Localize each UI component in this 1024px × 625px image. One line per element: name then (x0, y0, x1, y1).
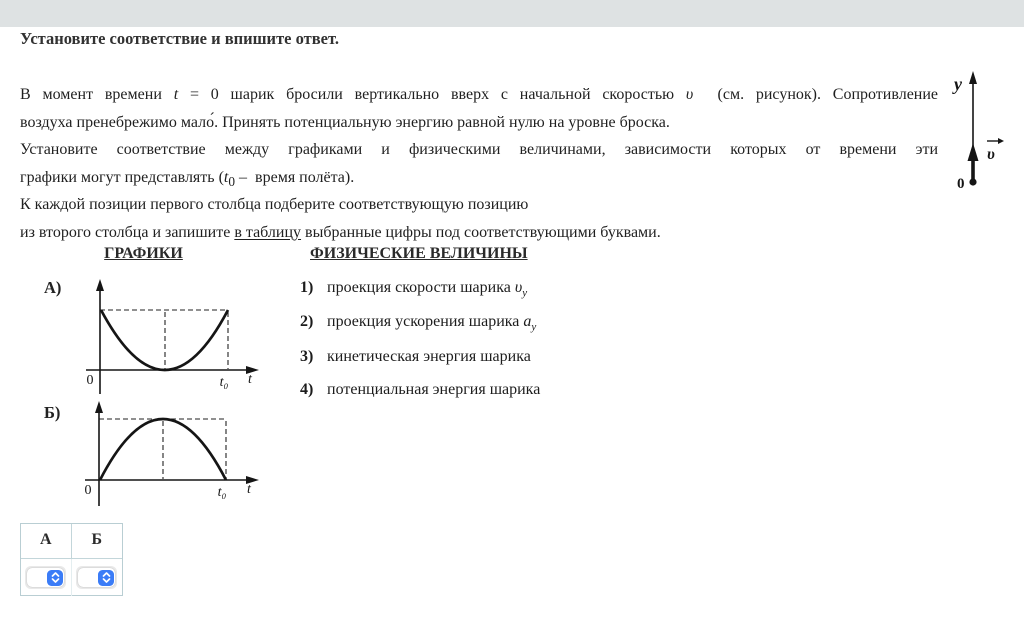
vector-label-arrow-icon (998, 138, 1004, 144)
problem-line-6: из второго столбца и запишите в таблицу выбранные цифры под соответствующими буквами. (20, 223, 661, 241)
graph-a-y-arrow-icon (96, 279, 104, 291)
graph-a-plot (50, 276, 265, 401)
problem-line-5: К каждой позиции первого столбца подберите соответствующую позицию (20, 196, 529, 213)
answer-table (20, 523, 123, 596)
answer-cell-a (21, 559, 72, 596)
page-title: Установите соответствие и впишите ответ. (20, 29, 339, 48)
quantity-text-3: кинетическая энергия шарика (327, 348, 531, 365)
answer-header-b: Б (91, 531, 103, 548)
answer-header-a: А (21, 524, 72, 558)
quantity-item-3 (300, 348, 531, 372)
quantity-text-4: потенциальная энергия шарика (327, 381, 541, 398)
quantity-text-2: проекция ускорения шарика $a_y$ (327, 313, 537, 334)
graph-b-plot (50, 398, 265, 516)
graph-a-t-label: t (248, 372, 252, 387)
answer-select-b[interactable] (76, 566, 117, 589)
quantity-text-1: проекция скорости шарика $\upsilon_y$ (327, 279, 528, 300)
quantity-item-4 (300, 381, 540, 405)
problem-line-2: воздуха пренебрежимо мало́. Принять потенциальную энергию равной нулю на уровне броска. (20, 113, 670, 131)
quantity-number-3: 3) (300, 348, 314, 365)
answer-select-a[interactable] (25, 566, 66, 589)
graph-a-origin-label: 0 (86, 373, 94, 388)
quantity-number-4: 4) (300, 381, 314, 398)
velocity-vector-arrow-icon (968, 143, 979, 161)
top-band (0, 0, 1024, 27)
diagram-y-label: y (954, 74, 962, 94)
graph-a-t0-label: t₀ (219, 375, 229, 390)
quantity-item-1 (300, 279, 527, 303)
diagram-vector-label: υ (987, 146, 995, 163)
quantities-column-header: ФИЗИЧЕСКИЕ ВЕЛИЧИНЫ (310, 245, 528, 262)
answer-table-input-row (21, 559, 122, 596)
graph-b-label: Б) (44, 403, 61, 422)
answer-table-header-row (21, 524, 122, 559)
graph-b-t-label: t (247, 482, 251, 497)
problem-text (20, 81, 938, 246)
graph-b-origin-label: 0 (84, 483, 92, 498)
graph-a-label: А) (44, 278, 62, 297)
y-axis-arrow-icon (969, 71, 977, 84)
graph-b-t0-label: t₀ (217, 485, 227, 500)
quantity-number-1: 1) (300, 279, 314, 296)
quantity-number-2: 2) (300, 313, 314, 330)
problem-line-1: В момент времени t = 0 шарик бросили вертикально вверх с начальной скоростью υ⃗ (см. рисунок). Сопротивление (20, 86, 939, 103)
problem-line-3: Установите соответствие между графиками и физическими величинами, зависимости которых от времени эти (20, 141, 938, 158)
vector-diagram (945, 66, 1020, 201)
diagram-origin-label: 0 (957, 176, 965, 192)
select-stepper-icon[interactable] (98, 570, 114, 586)
select-stepper-icon[interactable] (47, 570, 63, 586)
answer-cell-b (72, 559, 123, 596)
quantity-item-2 (300, 313, 536, 337)
graph-b-y-arrow-icon (95, 401, 103, 413)
problem-line-4: графики могут представлять ($t_0$ – время полёта). (20, 168, 355, 189)
graphs-column-header: ГРАФИКИ (104, 245, 183, 262)
